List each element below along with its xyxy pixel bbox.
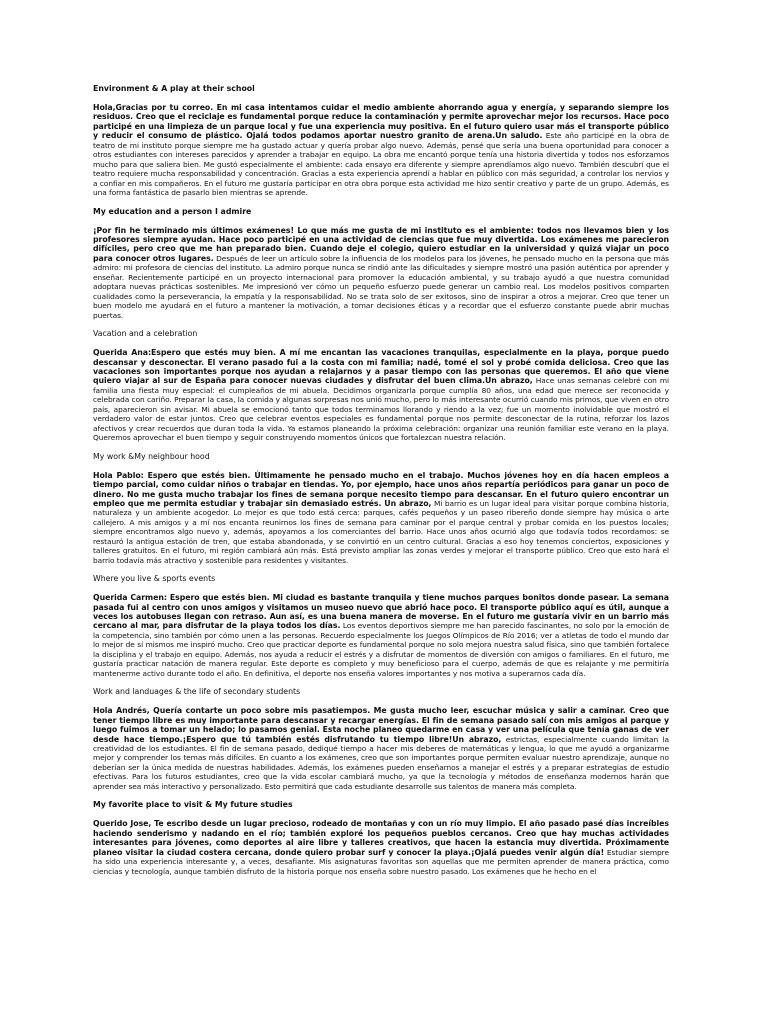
- section-bold-text: Querida Carmen: Espero que estés bien. Mi ciudad es bastante tranquila y tiene muchos parques bonitos donde pasear. La semana pasada fui al centro con unos amigos y visitamos un museo nuevo que abrió hace poco. El transporte público aquí es útil, aunque a veces los autobuses llegan con retraso. Aun así, es una buena manera de moverse. En el futuro me gustaría vivir en un barrio más cercano al mar, para disfrutar de la playa todos los días.: [93, 593, 669, 631]
- section-text: [93, 471, 669, 566]
- section-bold-text: Querido Jose, Te escribo desde un lugar precioso, rodeado de montañas y con un río muy limpio. El año pasado pasé días increíbles haciendo senderismo y nadando en el río; también exploré los pequeños pueblos cercanos. Creo que hay muchas actividades interesantes para jóvenes, como deportes al aire libre y talleres creativos, que hacen la estancia muy divertida. Próximamente planeo visitar la ciudad costera cercana, donde quiero probar surf y conocer la playa.¡Ojalá puedes venir algún día!: [93, 819, 669, 857]
- section-vacation: [93, 329, 669, 443]
- section-heading: My education and a person I admire: [93, 206, 252, 216]
- section-bold-text: ¡Por fin he terminado mis últimos exámenes! Lo que más me gusta de mi instituto es el ambiente: todos nos llevamos bien y los profesores siempre ayudan. Hace poco participé en una actividad de ciencias que fue muy divertida. Los exámenes me parecieron difíciles, pero creo que me han preparado bien. Cuando deje el colegio, quiero estudiar en la universidad y quizá viajar un poco para conocer otros lugares.: [93, 225, 669, 263]
- section-text: [93, 226, 669, 321]
- section-heading: My favorite place to visit & My future studies: [93, 800, 293, 810]
- section-bold-text: Hola Pablo: Espero que estés bien. Últimamente he pensado mucho en el trabajo. Muchos jóvenes hoy en día hacen empleos a tiempo parcial, como cuidar niños o trabajar en tiendas. Yo, por ejemplo, hace unos años repartía periódicos para ganar un poco de dinero. No me gusta mucho trabajar los fines de semana porque necesito tiempo para descansar. En el futuro quiero encontrar un empleo que me permita estudiar y trabajar sin demasiado estrés. Un abrazo,: [93, 470, 669, 508]
- section-heading: My work &My neighbour hood: [93, 451, 210, 461]
- section-text: [93, 103, 669, 198]
- section-bold-text: Hola,Gracias por tu correo. En mi casa intentamos cuidar el medio ambiente ahorrando agua y energía, y separando siempre los residuos. Creo que el reciclaje es fundamental porque reduce la contaminación y permite aprovechar mejor los recursos. Hace poco participé en una limpieza de un parque local y fue una experiencia muy positiva. En el futuro quiero usar más el transporte público y reducir el consumo de plástico. Ojalá todos podamos aportar nuestro granito de arena.Un saludo.: [93, 103, 669, 141]
- document-page: [93, 84, 669, 885]
- section-text: [93, 819, 669, 876]
- section-text: [93, 706, 669, 791]
- section-work-languages: [93, 687, 669, 791]
- section-normal-text: Mi barrio es un lugar ideal para visitar porque combina historia, naturaleza y un ambiente acogedor. Lo mejor es que todo está cerca: parques, cafés pequeños y un paseo ribereño donde siempre hay música o arte callejero. A mis amigos y a mí nos encanta reunirnos los fines de semana para caminar por el parque central y probar comida en los puestos locales; siempre encontramos algo nuevo y, además, apoyamos a los comerciantes del barrio. Hace unos años ocurrió algo que todavía todos recordamos: se restauró la antigua estación de tren, que estaba abandonada, y se convirtió en un centro cultural. Gracias a eso hoy tenemos conciertos, exposiciones y talleres gratuitos. En el futuro, mi región cambiará aún más. Está previsto ampliar las zonas verdes y mejorar el transporte público. Creo que esto hará el barrio todavía más atractivo y sostenible para residentes y visitantes.: [93, 498, 670, 565]
- section-bold-text: Querida Ana:Espero que estés muy bien. A mí me encantan las vacaciones tranquilas, especialmente en la playa, porque puedo descansar y desconectar. El verano pasado fui a la costa con mi familia; nadé, tomé el sol y probé comida deliciosa. Creo que las vacaciones son importantes porque nos ayudan a relajarnos y a pasar tiempo con las personas que queremos. El año que viene quiero viajar al sur de España para conocer nuevas ciudades y disfrutar del buen clima.Un abrazo,: [93, 348, 669, 386]
- section-work-neighbourhood: [93, 452, 669, 566]
- section-normal-text: Los eventos deportivos siempre me han parecido fascinantes, no solo por la emoción de la competencia, sino también por cómo unen a las personas. Recuerdo especialmente los Juegos Olímpicos de Río 2016; ver a atletas de todo el mundo dar lo mejor de sí mismos me inspiró mucho. Creo que practicar deporte es fundamental porque no solo mejora nuestra salud física, sino que también fortalece la disciplina y el trabajo en equipo. Además, nos ayuda a reducir el estrés y a disfrutar de momentos de diversión con amigos o familiares. En el futuro, me gustaría practicar natación de manera regular. Este deporte es completo y muy beneficioso para el cuerpo, además de que es relajante y me permitiría mantenerme activo durante todo el año. En definitiva, el deporte nos enseña valores importantes y nos motiva a superarnos cada día.: [93, 621, 670, 678]
- section-education: [93, 207, 669, 321]
- section-normal-text: estrictas, especialmente cuando limitan la creatividad de los estudiantes. El fin de semana pasado, dediqué tiempo a hacer mis deberes de matemáticas y lengua, lo que me ayudó a organizarme mejor y comprender los temas más difíciles. En cuanto a los exámenes, creo que son importantes porque permiten evaluar nuestro aprendizaje, aunque no deberían ser la única medida de nuestras habilidades. Además, los exámenes pueden enseñarnos a manejar el estrés y a preparar estrategias de estudio efectivas. Para los futuros estudiantes, creo que la vida escolar cambiará mucho, ya que la tecnología y métodos de enseñanza modernos harán que aprender sea más interactivo y personalizado. Esto permitirá que cada estudiante desarrolle sus talentos de manera más completa.: [93, 734, 669, 791]
- section-text: [93, 348, 669, 443]
- section-normal-text: Este año participé en la obra de teatro de mi instituto porque siempre me ha gustado actuar y quería probar algo nuevo. Además, pensé que sería una buena oportunidad para conocer a otros estudiantes con intereses parecidos y aprender a trabajar en equipo. La obra me encantó porque tenía una historia divertida y todos nos esforzamos mucho para que saliera bien. Me gustó especialmente el ambiente: cada ensayo era diferente y siempre aprendíamos algo nuevo. También descubrí que el teatro requiere mucha responsabilidad y concentración. Gracias a esta experiencia aprendí a hablar en público con más seguridad, a controlar los nervios y a confiar en mis compañeros. En el futuro me gustaría participar en otra obra porque esta actividad me hizo sentir creativo y parte de un grupo. Además, es una forma fantástica de pasarlo bien mientras se aprende.: [93, 131, 669, 198]
- section-heading: Where you live & sports events: [93, 574, 216, 584]
- section-environment: [93, 84, 669, 198]
- section-heading: Work and landuages & the life of secondary students: [93, 687, 301, 697]
- section-normal-text: Después de leer un artículo sobre la influencia de los modelos para los jóvenes, he pensado mucho en la persona que más admiro: mi profesora de ciencias del instituto. La admiro porque nunca se rindió ante las dificultades y siempre mostró una pasión auténtica por aprender y enseñar. Recientemente participé en un proyecto internacional para promover la educación ambiental, y su trabajo ayudó a que nuestra comunidad adoptara nuevas prácticas sostenibles. Me impresionó ver cómo un pequeño esfuerzo puede generar un cambio real. Los modelos positivos comparten cualidades como la perseverancia, la empatía y la responsabilidad. No se trata solo de ser exitosos, sino de inspirar a otros a mejorar. Creo que tener un buen modelo me ayudará en el futuro a mantener la motivación, a tomar decisiones éticas y a recordar que el esfuerzo constante puede abrir muchas puertas.: [93, 253, 669, 320]
- section-text: [93, 593, 669, 678]
- section-bold-text: Hola Andrés, Quería contarte un poco sobre mis pasatiempos. Me gusta mucho leer, escuchar música y salir a caminar. Creo que tener tiempo libre es muy importante para descansar y recargar energías. El fin de semana pasado salí con mis amigos al parque y luego fuimos a tomar un helado; lo pasamos genial. Esta noche planeo quedarme en casa y ver una película que tenía ganas de ver desde hace tiempo.¡Espero que tú también estés disfrutando tu tiempo libre!Un abrazo,: [93, 706, 669, 744]
- section-where-you-live: [93, 574, 669, 678]
- section-normal-text: Hace unas semanas celebré con mi familia una fiesta muy especial: el cumpleaños de mi abuela. Decidimos organizarla porque cumplía 80 años, una edad que merece ser reconocida y celebrada con cariño. Preparar la casa, la comida y algunas sorpresas nos unió mucho, pero lo más interesante ocurrió cuando mis primos, que viven en otro país, aparecieron sin avisar. Mi abuela se emocionó tanto que todos terminamos llorando y riendo a la vez; fue un momento inolvidable que mostró el verdadero valor de estar juntos. Creo que celebrar eventos especiales es fundamental porque nos permite desconectar de la rutina, reforzar los lazos afectivos y crear recuerdos que duran toda la vida. Ya estamos planeando la próxima celebración: organizar una reunión familiar este verano en la playa. Queremos aprovechar el buen tiempo y seguir construyendo momentos únicos que fortalezcan nuestra relación.: [93, 376, 669, 443]
- section-heading: Vacation and a celebration: [93, 329, 198, 339]
- section-heading: Environment & A play at their school: [93, 84, 255, 93]
- section-normal-text: Estudiar siempre ha sido una experiencia interesante y, a veces, desafiante. Mis asignaturas favoritas son aquellas que me permiten aprender de manera práctica, como ciencias y tecnología, aunque también disfruto de la historia porque nos enseña sobre nuestro pasado. Los exámenes que he hecho en el: [93, 847, 669, 876]
- section-favorite-place: [93, 800, 669, 876]
